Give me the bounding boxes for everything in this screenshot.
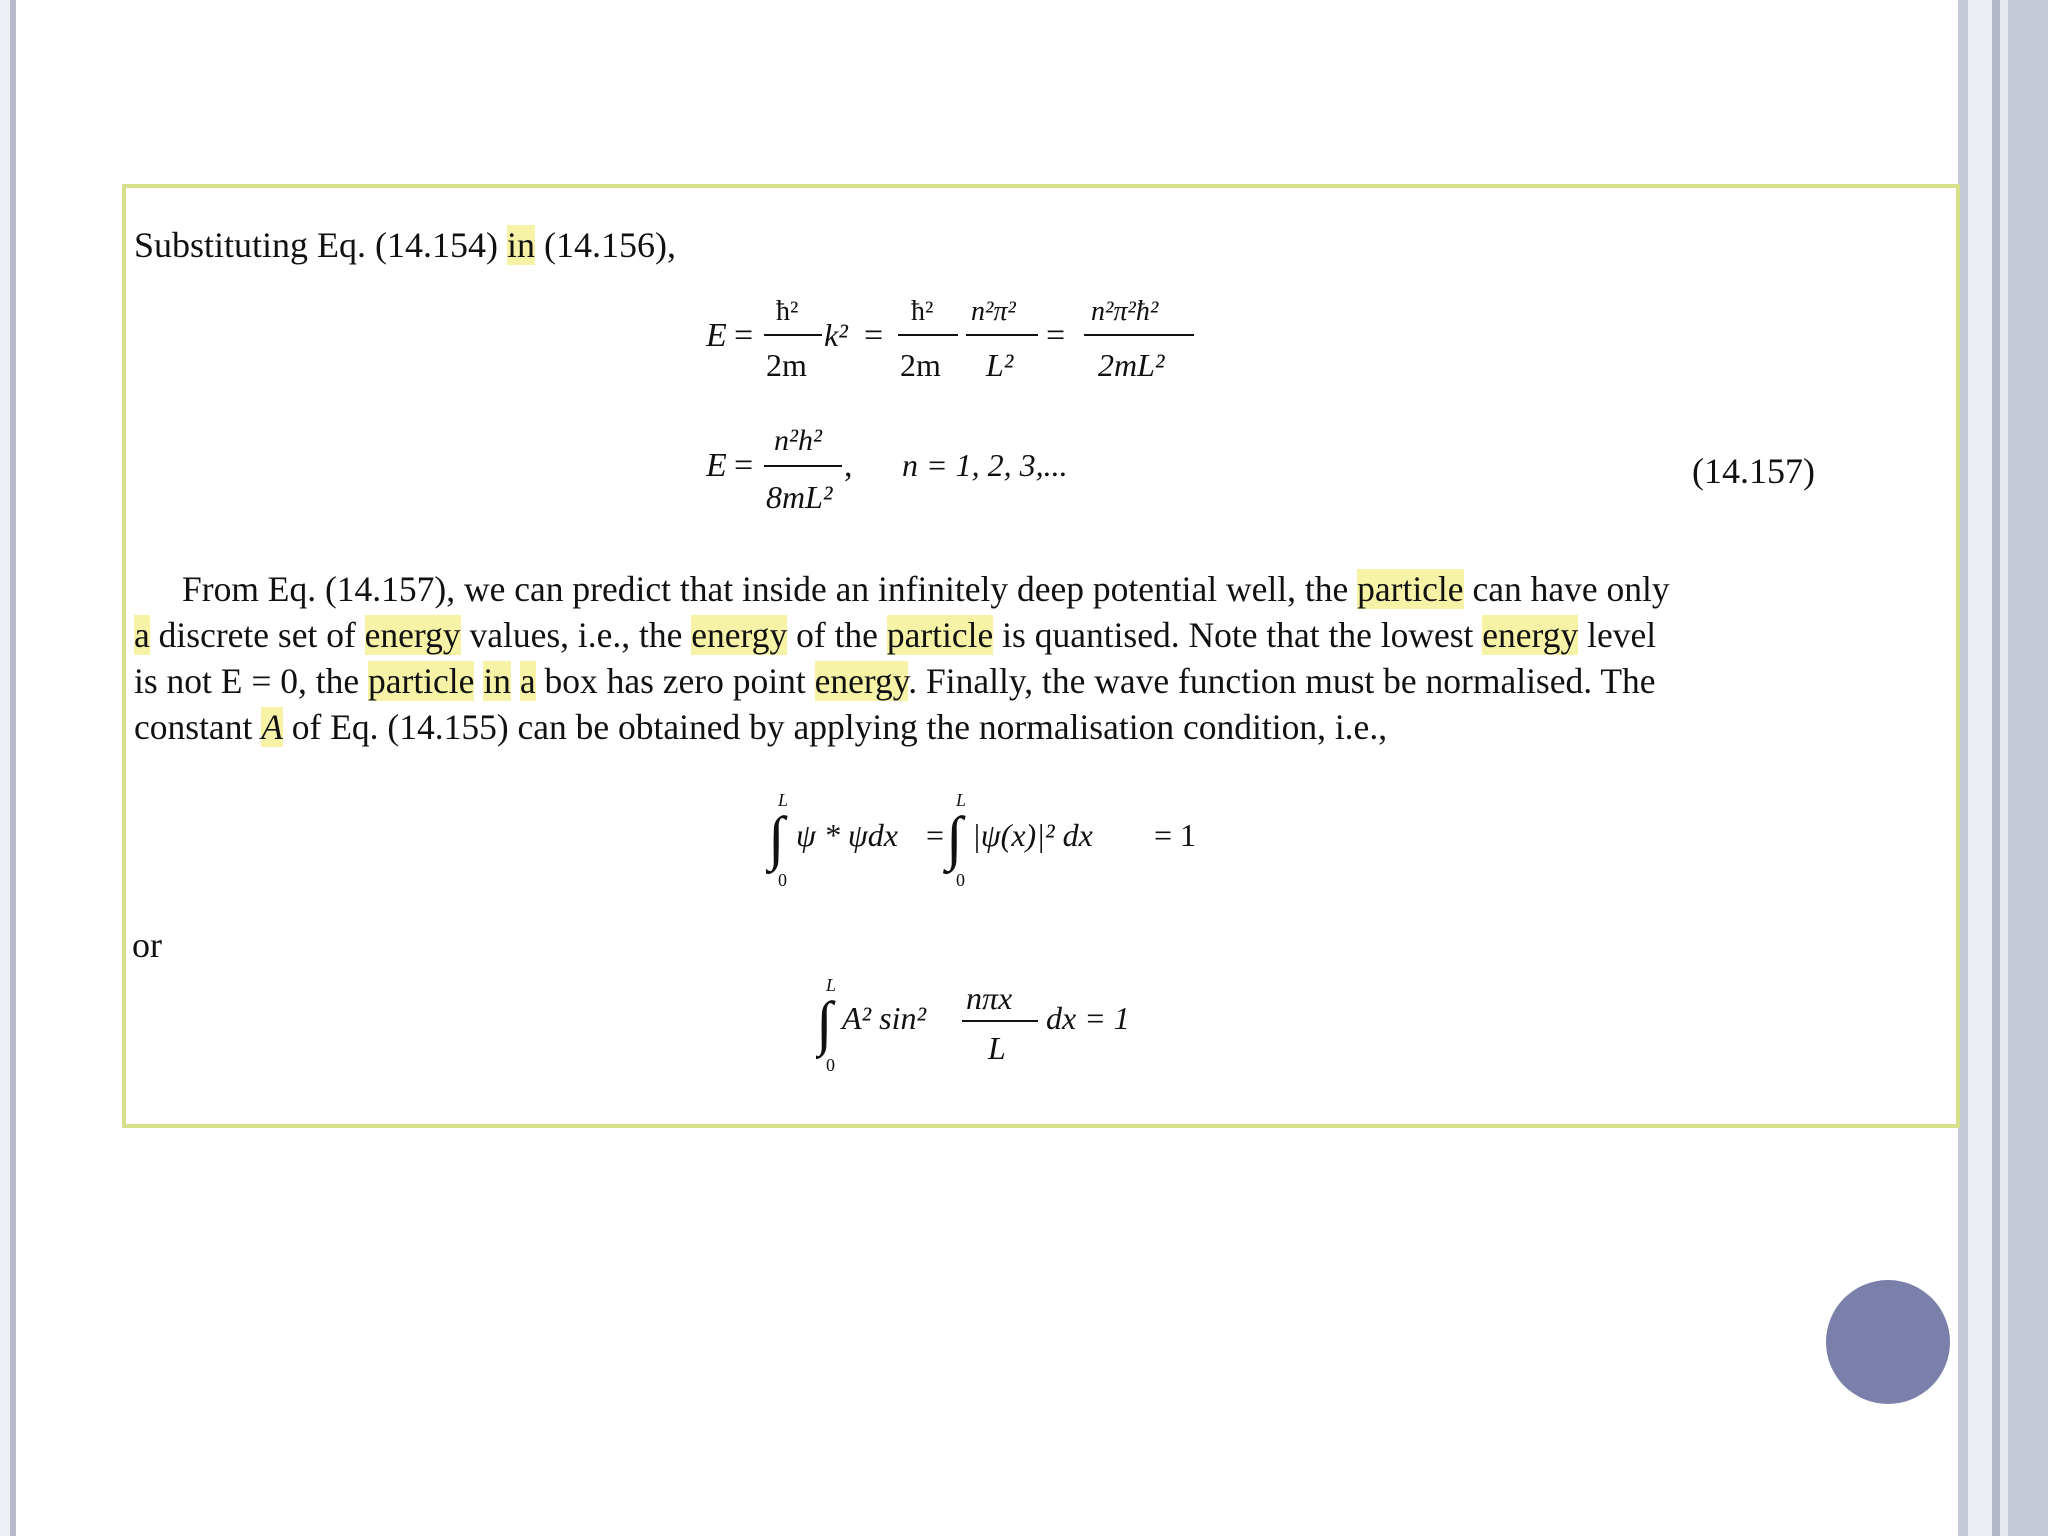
equals: = bbox=[926, 817, 945, 853]
highlighted-term: energy bbox=[1482, 615, 1579, 655]
edge-stripe bbox=[1992, 0, 2000, 1536]
slide-left-edge bbox=[0, 0, 22, 1536]
equation-number: (14.157) bbox=[1692, 451, 1815, 491]
edge-stripe bbox=[10, 0, 16, 1536]
eq1-frac1-den: 2m bbox=[766, 347, 807, 383]
integral-sign: ∫ bbox=[946, 805, 963, 871]
energy-equation-1 bbox=[706, 288, 1406, 388]
lower-limit: 0 bbox=[826, 1055, 835, 1075]
upper-limit: L bbox=[826, 975, 837, 995]
slide-right-edge bbox=[1958, 0, 2048, 1536]
frac-den: L bbox=[988, 1030, 1006, 1066]
paragraph-line bbox=[134, 704, 1834, 750]
tail: dx = 1 bbox=[1046, 1000, 1130, 1036]
lower-limit: 0 bbox=[778, 870, 787, 890]
upper-limit: L bbox=[778, 790, 789, 810]
text-run: . Finally, the wave function must be normalised. The bbox=[908, 661, 1656, 701]
paragraph-line bbox=[134, 658, 1834, 704]
edge-stripe bbox=[1968, 0, 1992, 1536]
integrand: |ψ(x)|² dx bbox=[972, 817, 1093, 853]
highlighted-term: in bbox=[483, 661, 511, 701]
highlighted-term: particle bbox=[886, 615, 994, 655]
text-run bbox=[474, 661, 483, 701]
highlighted-term: a bbox=[134, 615, 150, 655]
normalisation-equation bbox=[766, 788, 1326, 898]
eq1-frac4-den: 2mL² bbox=[1098, 347, 1165, 383]
highlighted-term: a bbox=[519, 661, 536, 701]
highlighted-term: energy bbox=[691, 615, 788, 655]
intro-line bbox=[134, 222, 676, 268]
slide-decoration-circle bbox=[1826, 1280, 1950, 1404]
intro-text: Substituting Eq. (14.154) in (14.156), bbox=[134, 225, 677, 265]
upper-limit: L bbox=[956, 790, 967, 810]
eq1-frac2-den: 2m bbox=[900, 347, 941, 383]
paragraph-line bbox=[134, 612, 1834, 658]
eq2-lhs: E bbox=[706, 447, 727, 484]
text-run bbox=[511, 661, 520, 701]
text-run: is not E = 0, the bbox=[134, 661, 368, 701]
eq2-den: 8mL² bbox=[766, 479, 833, 515]
rhs: = 1 bbox=[1154, 817, 1197, 853]
eq2-num: n²h² bbox=[774, 424, 822, 457]
eq1-equals: = bbox=[1046, 317, 1066, 354]
integrand: ψ * ψdx bbox=[796, 817, 898, 853]
content-panel bbox=[122, 184, 1960, 1128]
text-run: values, i.e., the bbox=[460, 615, 692, 655]
sin-integral-equation bbox=[816, 973, 1236, 1083]
edge-stripe bbox=[0, 0, 10, 1536]
or-label: or bbox=[132, 925, 162, 965]
energy-equation-2 bbox=[706, 416, 1166, 526]
text-run: From Eq. (14.157), we can predict that inside an infinitely deep potential well, the bbox=[182, 569, 1358, 609]
frac-num: nπx bbox=[966, 980, 1013, 1016]
integral-sign: ∫ bbox=[816, 990, 833, 1056]
highlighted-term: particle bbox=[368, 661, 475, 701]
text-run: is quantised. Note that the lowest bbox=[993, 615, 1483, 655]
highlighted-term: A bbox=[261, 707, 283, 747]
highlighted-term: energy bbox=[364, 615, 461, 655]
highlighted-term: particle bbox=[1357, 569, 1464, 609]
eq1-lhs: E bbox=[706, 317, 727, 354]
eq1-equals: = bbox=[864, 317, 884, 354]
eq1-frac4-num: n²π²ħ² bbox=[1091, 296, 1159, 327]
eq1-k-term: k² bbox=[824, 317, 848, 353]
eq2-equals: = bbox=[734, 447, 754, 484]
eq1-frac2-num: ħ² bbox=[911, 296, 934, 327]
integral-sign: ∫ bbox=[768, 805, 785, 871]
lower-limit: 0 bbox=[956, 870, 965, 890]
text-run: discrete set of bbox=[149, 615, 365, 655]
eq1-equals: = bbox=[734, 317, 754, 354]
eq1-frac3-den: L² bbox=[986, 347, 1014, 383]
body-paragraph bbox=[134, 566, 1834, 750]
highlighted-term: energy bbox=[814, 661, 909, 701]
eq2-condition: n = 1, 2, 3,... bbox=[902, 447, 1068, 483]
edge-stripe bbox=[2008, 0, 2048, 1536]
eq1-frac3-num: n²π² bbox=[971, 296, 1016, 327]
text-run: level bbox=[1578, 615, 1657, 655]
eq1-frac1-num: ħ² bbox=[776, 296, 799, 327]
text-run: of the bbox=[787, 615, 887, 655]
edge-stripe bbox=[2000, 0, 2008, 1536]
eq2-comma: , bbox=[844, 447, 853, 484]
text-run: of Eq. (14.155) can be obtained by applying the normalisation condition, i.e., bbox=[282, 707, 1388, 747]
text-run: box has zero point bbox=[535, 661, 815, 701]
integrand: A² sin² bbox=[842, 1000, 927, 1036]
paragraph-line bbox=[134, 566, 1834, 612]
text-run: constant bbox=[134, 707, 262, 747]
text-run: can have only bbox=[1463, 569, 1670, 609]
